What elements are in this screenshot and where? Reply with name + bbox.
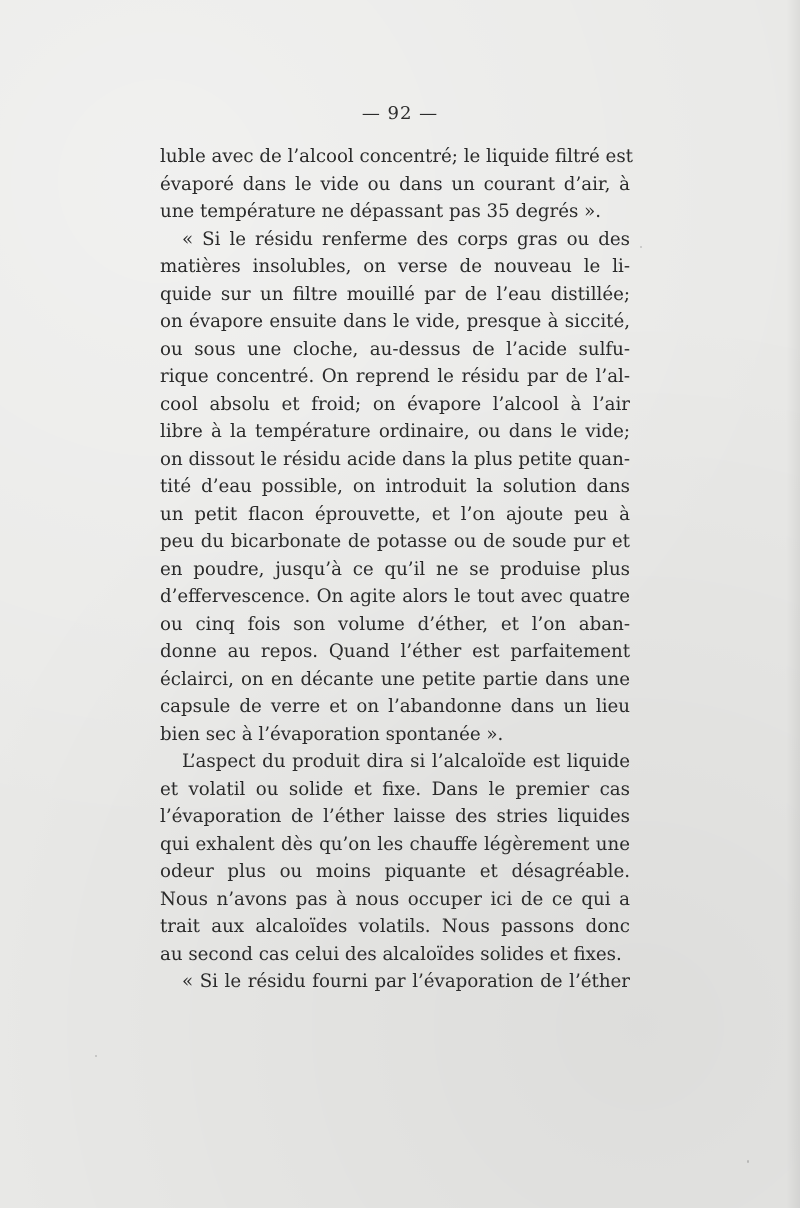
text-line: bien sec à l’évaporation spontanée ». [160, 723, 504, 745]
text-line: ou sous une cloche, au-dessus de l’acide sulfu- [160, 338, 630, 360]
text-line: capsule de verre et on l’abandonne dans un lieu [160, 696, 630, 717]
text-line: cool absolu et froid; on évapore l’alcool à l’air [160, 393, 630, 415]
text-line: « Si le résidu renferme des corps gras ou des [182, 228, 630, 250]
page-number: — 92 — [361, 103, 439, 124]
text-line: on évapore ensuite dans le vide, presque à siccité, [160, 311, 630, 332]
text-line: donne au repos. Quand l’éther est parfaitement [160, 641, 630, 662]
text-line: trait aux alcaloïdes volatils. Nous passons donc [160, 916, 630, 937]
text-line: qui exhalent dès qu’on les chauffe légèrement une [160, 833, 630, 855]
text-line: en poudre, jusqu’à ce qu’il ne se produise plus [160, 558, 630, 580]
text-line: un petit flacon éprouvette, et l’on ajoute peu à [160, 503, 630, 525]
text-line: luble avec de l’alcool concentré; le liquide filtré est [160, 146, 633, 167]
text-line: libre à la température ordinaire, ou dans le vide; [160, 421, 630, 442]
text-line: matières insolubles, on verse de nouveau le li- [160, 256, 630, 277]
text-line: et volatil ou solide et fixe. Dans le premier cas [160, 778, 630, 800]
text-line: « Si le résidu fourni par l’évaporation de l’éther [182, 971, 630, 992]
text-line: l’évaporation de l’éther laisse des stries liquides [160, 806, 630, 827]
text-line: ou cinq fois son volume d’éther, et l’on aban- [160, 613, 630, 635]
paper-speck [95, 1055, 97, 1057]
paper-speck [640, 246, 642, 248]
text-line: odeur plus ou moins piquante et désagréable. [160, 861, 630, 882]
text-line: tité d’eau possible, on introduit la solution dans [160, 476, 630, 497]
body-text [160, 143, 633, 996]
text-line: éclairci, on en décante une petite partie dans une [160, 668, 630, 690]
text-line: on dissout le résidu acide dans la plus petite quan- [160, 448, 630, 470]
text-line: Nous n’avons pas à nous occuper ici de ce qui a [160, 888, 630, 910]
paper-speck [747, 1160, 749, 1163]
text-line: évaporé dans le vide ou dans un courant d’air, à [160, 173, 630, 195]
page-edge-shadow [786, 0, 800, 1208]
text-line: une température ne dépassant pas 35 degrés ». [160, 201, 602, 222]
text-line: L’aspect du produit dira si l’alcaloïde est liquide [182, 751, 630, 772]
text-line: quide sur un filtre mouillé par de l’eau distillée; [160, 283, 630, 305]
text-line: au second cas celui des alcaloïdes solides et fixes. [160, 943, 622, 965]
text-line: d’effervescence. On agite alors le tout avec quatre [160, 586, 630, 607]
text-line: peu du bicarbonate de potasse ou de soude pur et [160, 531, 630, 552]
text-line: rique concentré. On reprend le résidu par de l’al- [160, 366, 630, 387]
